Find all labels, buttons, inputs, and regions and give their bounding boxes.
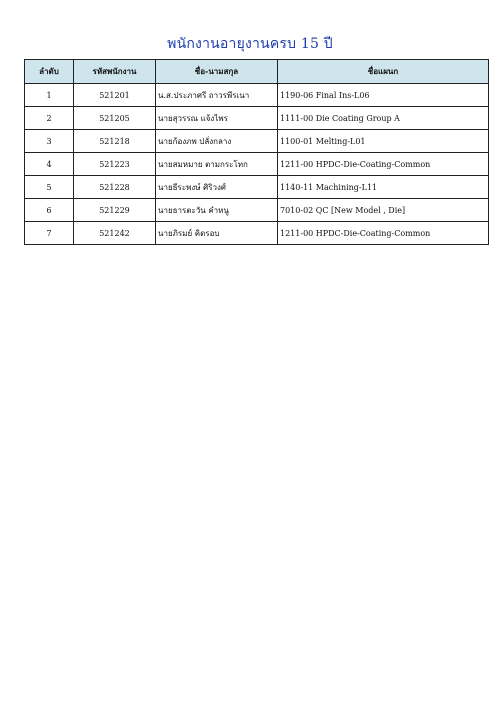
cell-full-name: นายสุวรรณ แจ้งไพร (156, 107, 278, 130)
cell-full-name: นายสมหมาย ตามกระโทก (156, 153, 278, 176)
table-row (25, 222, 489, 245)
table-header-row (25, 60, 489, 84)
cell-full-name: นายภิรมย์ คิดรอบ (156, 222, 278, 245)
cell-order: 3 (25, 130, 74, 153)
cell-order: 7 (25, 222, 74, 245)
table-row (25, 199, 489, 222)
header-employee-id: รหัสพนักงาน (74, 60, 156, 84)
cell-employee-id: 521228 (74, 176, 156, 199)
page-title: พนักงานอายุงานครบ 15 ปี (167, 36, 333, 52)
cell-order: 4 (25, 153, 74, 176)
header-full-name: ชื่อ-นามสกุล (156, 60, 278, 84)
table-row (25, 153, 489, 176)
cell-employee-id: 521205 (74, 107, 156, 130)
header-department: ชื่อแผนก (278, 60, 489, 84)
cell-department: 1211-00 HPDC-Die-Coating-Common (278, 222, 489, 245)
cell-order: 5 (25, 176, 74, 199)
cell-department: 7010-02 QC [New Model , Die] (278, 199, 489, 222)
cell-full-name: นายธีระพงษ์ ศิริวงศ์ (156, 176, 278, 199)
cell-employee-id: 521229 (74, 199, 156, 222)
cell-full-name: นายก้องภพ ปลั่งกลาง (156, 130, 278, 153)
table-row (25, 130, 489, 153)
cell-full-name: น.ส.ประภาศรี ถาวรพีรเนา (156, 84, 278, 107)
cell-employee-id: 521223 (74, 153, 156, 176)
table-row (25, 107, 489, 130)
cell-full-name: นายธารตะวัน คำหนู (156, 199, 278, 222)
cell-order: 1 (25, 84, 74, 107)
cell-order: 2 (25, 107, 74, 130)
table-row (25, 176, 489, 199)
employee-table (24, 59, 489, 245)
cell-department: 1211-00 HPDC-Die-Coating-Common (278, 153, 489, 176)
cell-employee-id: 521201 (74, 84, 156, 107)
header-order: ลำดับ (25, 60, 74, 84)
cell-order: 6 (25, 199, 74, 222)
cell-department: 1100-01 Melting-L01 (278, 130, 489, 153)
cell-employee-id: 521218 (74, 130, 156, 153)
cell-department: 1111-00 Die Coating Group A (278, 107, 489, 130)
table-row (25, 84, 489, 107)
cell-department: 1140-11 Machining-L11 (278, 176, 489, 199)
cell-employee-id: 521242 (74, 222, 156, 245)
cell-department: 1190-06 Final Ins-L06 (278, 84, 489, 107)
